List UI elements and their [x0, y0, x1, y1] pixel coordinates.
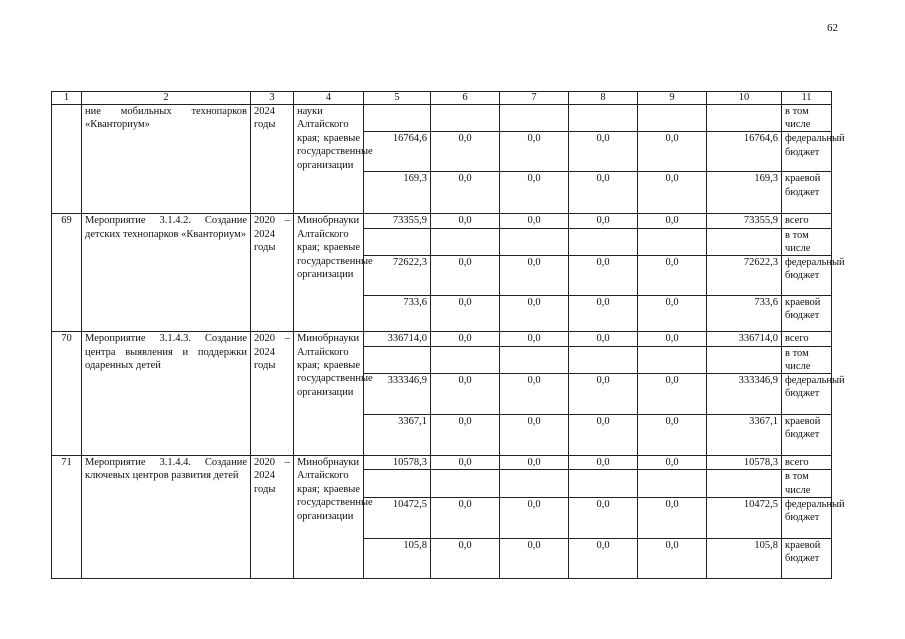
- amount-cell: 0,0: [569, 497, 638, 538]
- amount-cell: 0,0: [569, 296, 638, 332]
- funding-source: федеральный бюджет: [782, 132, 832, 172]
- amount-cell: 0,0: [569, 256, 638, 296]
- measure-name: Мероприятие 3.1.4.3. Создание центра выявления и поддержки одаренных детей: [82, 332, 251, 456]
- header-row: [52, 92, 832, 105]
- amount-cell: [569, 470, 638, 497]
- amount-cell: 336714,0: [364, 332, 431, 346]
- funding-source: в том числе: [782, 105, 832, 132]
- amount-cell: [500, 470, 569, 497]
- funding-source: в том числе: [782, 346, 832, 373]
- column-header: 3: [251, 92, 294, 105]
- amount-cell: 0,0: [500, 374, 569, 415]
- amount-cell: 73355,9: [364, 214, 431, 228]
- amount-cell: 0,0: [431, 538, 500, 578]
- amount-cell: 0,0: [500, 538, 569, 578]
- measure-name: ние мобильных технопарков «Кванториум»: [82, 105, 251, 214]
- amount-cell: 0,0: [569, 132, 638, 172]
- amount-cell: 3367,1: [707, 415, 782, 456]
- amount-cell: [707, 470, 782, 497]
- amount-cell: 0,0: [638, 538, 707, 578]
- funding-source: всего: [782, 332, 832, 346]
- row-number: 69: [52, 214, 82, 332]
- amount-cell: [569, 105, 638, 132]
- amount-cell: 0,0: [500, 415, 569, 456]
- amount-cell: [364, 346, 431, 373]
- amount-cell: 73355,9: [707, 214, 782, 228]
- funding-source: всего: [782, 214, 832, 228]
- period: 2020 – 2024 годы: [251, 214, 294, 332]
- amount-cell: 0,0: [569, 332, 638, 346]
- table-row: [52, 332, 832, 346]
- amount-cell: 16764,6: [707, 132, 782, 172]
- amount-cell: 0,0: [500, 456, 569, 470]
- amount-cell: [707, 105, 782, 132]
- amount-cell: [707, 346, 782, 373]
- funding-source: федеральный бюджет: [782, 374, 832, 415]
- amount-cell: 0,0: [638, 415, 707, 456]
- amount-cell: 0,0: [638, 296, 707, 332]
- row-number: 71: [52, 456, 82, 579]
- amount-cell: 733,6: [364, 296, 431, 332]
- amount-cell: 0,0: [500, 172, 569, 214]
- funding-source: краевой бюджет: [782, 172, 832, 214]
- column-header: 5: [364, 92, 431, 105]
- amount-cell: 0,0: [500, 332, 569, 346]
- amount-cell: 0,0: [500, 296, 569, 332]
- amount-cell: [638, 346, 707, 373]
- period: 2020 – 2024 годы: [251, 332, 294, 456]
- table-row: [52, 456, 832, 470]
- amount-cell: 333346,9: [707, 374, 782, 415]
- amount-cell: 3367,1: [364, 415, 431, 456]
- amount-cell: [500, 228, 569, 255]
- amount-cell: 10472,5: [707, 497, 782, 538]
- amount-cell: 0,0: [431, 214, 500, 228]
- amount-cell: 0,0: [431, 374, 500, 415]
- amount-cell: 10578,3: [364, 456, 431, 470]
- amount-cell: 336714,0: [707, 332, 782, 346]
- period: 2024 годы: [251, 105, 294, 214]
- column-header: 6: [431, 92, 500, 105]
- row-number: 70: [52, 332, 82, 456]
- amount-cell: 0,0: [569, 415, 638, 456]
- executor: Минобрнауки Алтайского края; краевые государственные организации: [294, 214, 364, 332]
- column-header: 10: [707, 92, 782, 105]
- amount-cell: 0,0: [638, 456, 707, 470]
- column-header: 11: [782, 92, 832, 105]
- amount-cell: 105,8: [707, 538, 782, 578]
- column-header: 2: [82, 92, 251, 105]
- amount-cell: 0,0: [431, 415, 500, 456]
- amount-cell: [707, 228, 782, 255]
- amount-cell: [431, 228, 500, 255]
- amount-cell: 0,0: [569, 214, 638, 228]
- executor: науки Алтайского края; краевые государственные организации: [294, 105, 364, 214]
- column-header: 9: [638, 92, 707, 105]
- funding-source: федеральный бюджет: [782, 497, 832, 538]
- amount-cell: [569, 228, 638, 255]
- amount-cell: [638, 105, 707, 132]
- amount-cell: 0,0: [569, 374, 638, 415]
- amount-cell: 0,0: [431, 296, 500, 332]
- amount-cell: 0,0: [638, 374, 707, 415]
- amount-cell: [638, 470, 707, 497]
- amount-cell: 0,0: [500, 132, 569, 172]
- amount-cell: 333346,9: [364, 374, 431, 415]
- row-number: [52, 105, 82, 214]
- amount-cell: 0,0: [431, 497, 500, 538]
- amount-cell: 0,0: [500, 214, 569, 228]
- funding-source: в том числе: [782, 228, 832, 255]
- amount-cell: 0,0: [638, 256, 707, 296]
- amount-cell: [364, 105, 431, 132]
- funding-source: краевой бюджет: [782, 296, 832, 332]
- funding-source: всего: [782, 456, 832, 470]
- amount-cell: 169,3: [707, 172, 782, 214]
- amount-cell: 0,0: [638, 172, 707, 214]
- measure-name: Мероприятие 3.1.4.2. Создание детских технопарков «Кванториум»: [82, 214, 251, 332]
- period: 2020 – 2024 годы: [251, 456, 294, 579]
- amount-cell: 0,0: [431, 172, 500, 214]
- amount-cell: 105,8: [364, 538, 431, 578]
- amount-cell: 0,0: [569, 172, 638, 214]
- table-row: [52, 214, 832, 228]
- column-header: 1: [52, 92, 82, 105]
- funding-source: краевой бюджет: [782, 538, 832, 578]
- amount-cell: 0,0: [569, 538, 638, 578]
- amount-cell: 0,0: [500, 497, 569, 538]
- amount-cell: [431, 470, 500, 497]
- funding-table: [51, 91, 845, 579]
- table-row: [52, 105, 832, 132]
- amount-cell: [431, 346, 500, 373]
- amount-cell: 72622,3: [707, 256, 782, 296]
- measure-name: Мероприятие 3.1.4.4. Создание ключевых центров развития детей: [82, 456, 251, 579]
- amount-cell: 0,0: [569, 456, 638, 470]
- amount-cell: 0,0: [500, 256, 569, 296]
- column-header: 8: [569, 92, 638, 105]
- funding-source: федеральный бюджет: [782, 256, 832, 296]
- amount-cell: 733,6: [707, 296, 782, 332]
- amount-cell: 0,0: [638, 132, 707, 172]
- funding-source: краевой бюджет: [782, 415, 832, 456]
- amount-cell: 0,0: [638, 332, 707, 346]
- column-header: 7: [500, 92, 569, 105]
- amount-cell: 16764,6: [364, 132, 431, 172]
- amount-cell: 0,0: [431, 332, 500, 346]
- amount-cell: 0,0: [638, 497, 707, 538]
- amount-cell: 10472,5: [364, 497, 431, 538]
- amount-cell: 10578,3: [707, 456, 782, 470]
- amount-cell: 0,0: [431, 256, 500, 296]
- amount-cell: [500, 346, 569, 373]
- amount-cell: 0,0: [431, 132, 500, 172]
- amount-cell: [364, 228, 431, 255]
- executor: Минобрнауки Алтайского края; краевые государственные организации: [294, 456, 364, 579]
- amount-cell: 0,0: [431, 456, 500, 470]
- funding-source: в том числе: [782, 470, 832, 497]
- amount-cell: 0,0: [638, 214, 707, 228]
- executor: Минобрнауки Алтайского края; краевые государственные организации: [294, 332, 364, 456]
- amount-cell: [500, 105, 569, 132]
- amount-cell: [431, 105, 500, 132]
- amount-cell: [569, 346, 638, 373]
- amount-cell: 72622,3: [364, 256, 431, 296]
- amount-cell: [638, 228, 707, 255]
- column-header: 4: [294, 92, 364, 105]
- page-number: 62: [827, 22, 838, 34]
- amount-cell: [364, 470, 431, 497]
- amount-cell: 169,3: [364, 172, 431, 214]
